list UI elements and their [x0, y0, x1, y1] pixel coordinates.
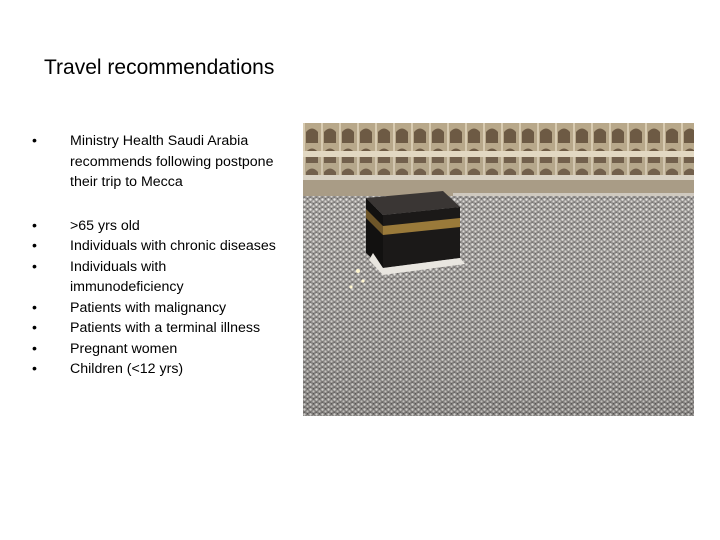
- kaaba-crowd-photo: [303, 123, 694, 416]
- bullet-item: [32, 359, 277, 380]
- bullet-text: Individuals with immunodeficiency: [70, 258, 184, 295]
- bullet-text: Patients with a terminal illness: [70, 320, 261, 336]
- bullet-marker: •: [32, 258, 37, 275]
- bullet-item: [32, 339, 277, 360]
- bullet-text: Individuals with chronic diseases: [70, 238, 276, 254]
- bullet-text: Ministry Health Saudi Arabia recommends following postpone their trip to Mecca: [70, 133, 274, 190]
- bullet-item: [32, 236, 277, 257]
- bullet-text: Children (<12 yrs): [70, 361, 184, 377]
- bullet-item: [32, 298, 277, 319]
- bullet-text: >65 yrs old: [70, 217, 140, 234]
- bullet-item: [32, 257, 277, 298]
- bullet-marker: •: [32, 238, 37, 254]
- bullet-item: [32, 216, 277, 237]
- bullet-marker: •: [32, 340, 37, 357]
- bullet-text: Patients with malignancy: [70, 299, 227, 316]
- bullet-list: [32, 131, 277, 380]
- bullet-item: [32, 318, 277, 339]
- slide-title: Travel recommendations: [44, 56, 275, 79]
- bullet-marker: •: [32, 133, 37, 149]
- bullet-marker: •: [32, 217, 37, 234]
- bullet-text: Pregnant women: [70, 340, 178, 357]
- bullet-marker: •: [32, 320, 37, 336]
- bullet-marker: •: [32, 361, 37, 377]
- bullet-marker: •: [32, 299, 37, 316]
- bullet-item: [32, 131, 277, 193]
